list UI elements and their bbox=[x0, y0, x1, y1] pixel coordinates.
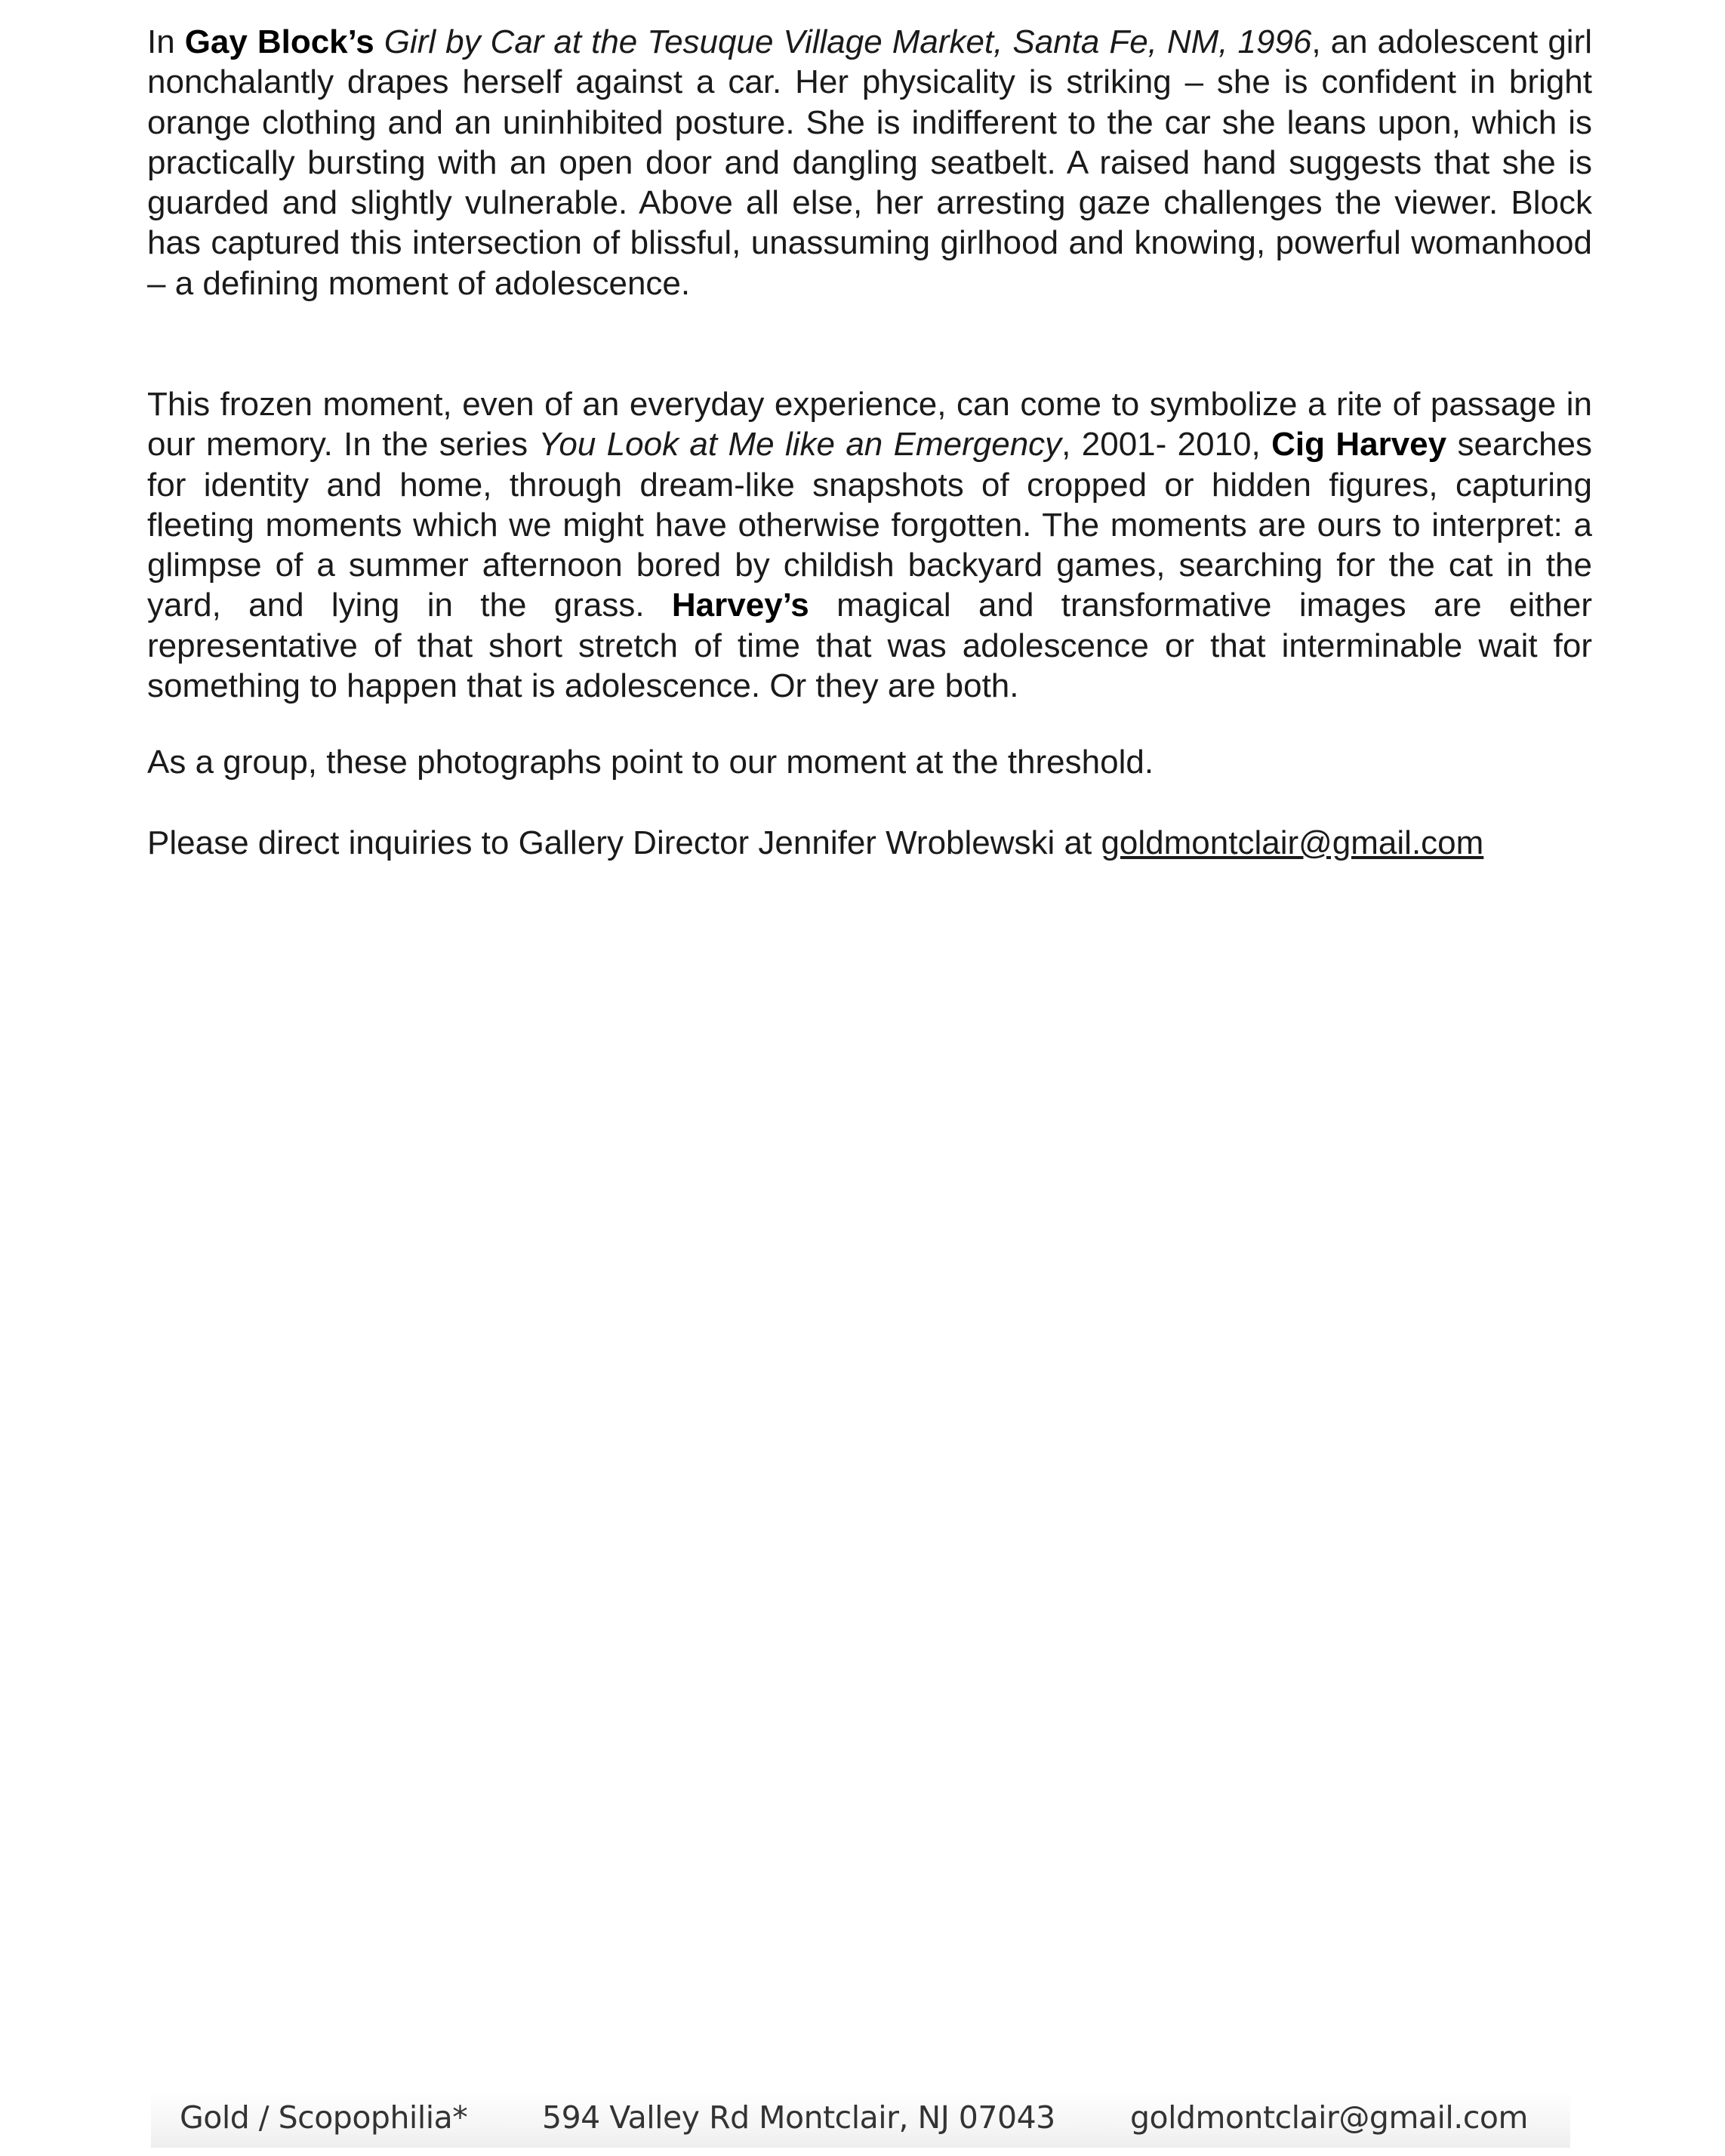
p1-lead: In bbox=[147, 23, 185, 60]
footer-address: 594 Valley Rd Montclair, NJ 07043 bbox=[542, 2099, 1055, 2136]
footer-gallery-name: Gold / Scopophilia* bbox=[180, 2099, 468, 2136]
p2-tail: magical and transformative images are either representative of that short stretch of time that was adolescence or that interminable wait for something to happen that is adolescence. Or they are both. bbox=[147, 587, 1592, 705]
artist-name-cig-harvey: Cig Harvey bbox=[1271, 426, 1447, 464]
series-dates: , 2001- 2010, bbox=[1061, 426, 1272, 464]
p2-lead: This frozen moment, even of an everyday experience, can come to symbolize a rite of passage in our memory. In the series bbox=[147, 386, 1592, 464]
p2-body: searches for identity and home, through dream-like snapshots of cropped or hidden figures, capturing fleeting moments which we might have otherwise forgotten. The moments are ours to interpret: a glimpse of a summer afternoon bored by childish backyard games, searching for the cat in the yard, and lying in the grass. bbox=[147, 426, 1593, 624]
artist-name-gay-block: Gay Block’s bbox=[184, 23, 374, 60]
footer-email: goldmontclair@gmail.com bbox=[1130, 2099, 1528, 2136]
paragraph-inquiries: Please direct inquiries to Gallery Director Jennifer Wroblewski at goldmontclair@gmail.com bbox=[147, 824, 1484, 861]
paragraph-summary: As a group, these photographs point to our moment at the threshold. bbox=[147, 744, 1154, 781]
artist-possessive-harvey: Harvey’s bbox=[671, 587, 809, 624]
paragraph-cig-harvey bbox=[147, 384, 1592, 706]
series-title: You Look at Me like an Emergency bbox=[538, 426, 1062, 464]
artwork-title: Girl by Car at the Tesuque Village Market, Santa Fe, NM, 1996 bbox=[384, 23, 1312, 60]
inquiry-email-link[interactable]: goldmontclair@gmail.com bbox=[1101, 824, 1484, 861]
p1-body: , an adolescent girl nonchalantly drapes herself against a car. Her physicality is striking – she is confident in bright orange clothing and an uninhibited posture. She is indifferent to the car she leans upon, which is practically bursting with an open door and dangling seatbelt. A raised hand suggests that she is guarded and slightly vulnerable. Above all else, her arresting gaze challenges the viewer. Block has captured this intersection of blissful, unassuming girlhood and knowing, powerful womanhood – a defining moment of adolescence. bbox=[147, 23, 1593, 302]
paragraph-gay-block bbox=[147, 22, 1592, 303]
